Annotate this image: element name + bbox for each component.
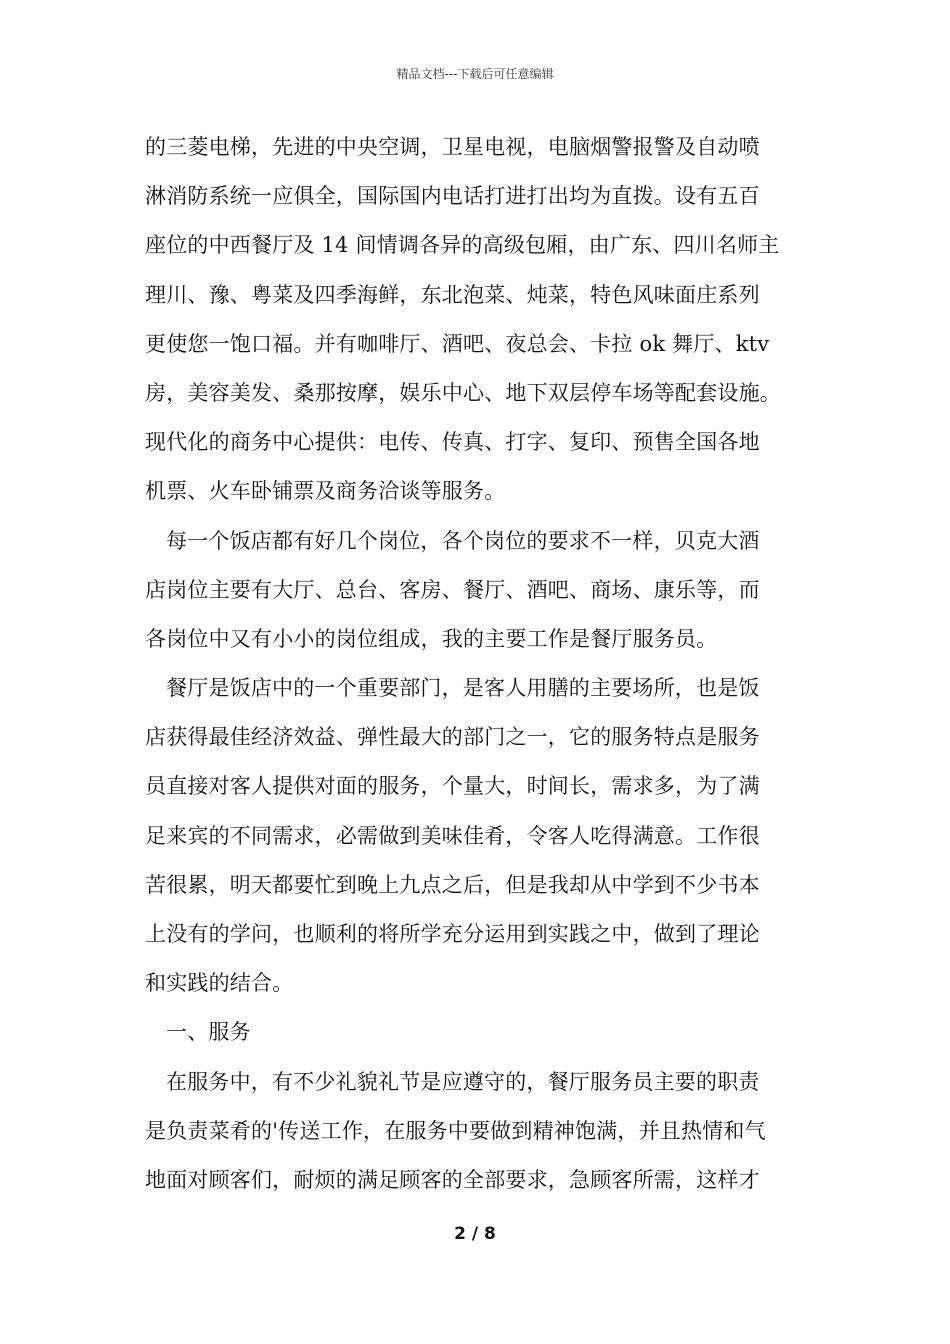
text-line: 苦很累，明天都要忙到晚上九点之后，但是我却从中学到不少书本	[145, 872, 760, 897]
text-line: 是负责菜肴的'传送工作，在服务中要做到精神饱满，并且热情和气	[145, 1118, 766, 1143]
text-line: 房，美容美发、桑那按摩，娱乐中心、地下双层停车场等配套设施。	[145, 380, 781, 405]
paragraph-start-line: 每一个饭店都有好几个岗位，各个岗位的要求不一样，贝克大酒	[166, 528, 760, 553]
page-number: 2 / 8	[454, 1224, 496, 1244]
text-line: 现代化的商务中心提供：电传、传真、打字、复印、预售全国各地	[145, 430, 760, 455]
document-body	[145, 127, 825, 1209]
text-line: 理川、豫、粤菜及四季海鲜，东北泡菜、炖菜，特色风味面庄系列	[145, 282, 760, 307]
text-line: 机票、火车卧铺票及商务洽谈等服务。	[145, 479, 506, 504]
text-line: 和实践的结合。	[145, 971, 294, 996]
text-line: 上没有的学问，也顺利的将所学充分运用到实践之中，做到了理论	[145, 922, 760, 946]
text-line: 足来宾的不同需求，必需做到美味佳肴，令客人吃得满意。工作很	[145, 823, 760, 848]
text-line: 各岗位中又有小小的岗位组成，我的主要工作是餐厅服务员。	[145, 626, 718, 651]
text-line: 座位的中西餐厅及 14 间情调各异的高级包厢，由广东、四川名师主	[145, 233, 780, 258]
text-line: 地面对顾客们，耐烦的满足顾客的全部要求，急顾客所需，这样才	[145, 1167, 760, 1192]
text-line: 店岗位主要有大厅、总台、客房、餐厅、酒吧、商场、康乐等，而	[145, 577, 760, 602]
text-line: 的三菱电梯，先进的中央空调，卫星电视，电脑烟警报警及自动喷	[145, 135, 760, 159]
paragraph-start-line: 在服务中，有不少礼貌礼节是应遵守的，餐厅服务员主要的职责	[166, 1069, 760, 1094]
text-line: 店获得最佳经济效益、弹性最大的部门之一，它的服务特点是服务	[145, 725, 760, 750]
page-header: 精品文档---下载后可任意编辑	[396, 67, 554, 81]
text-line: 员直接对客人提供对面的服务，个量大，时间长，需求多，为了满	[145, 774, 760, 799]
text-line: 更使您一饱口福。并有咖啡厅、酒吧、夜总会、卡拉 ok 舞厅、ktv	[145, 331, 770, 356]
text-line: 淋消防系统一应俱全，国际国内电话打进打出均为直拨。设有五百	[145, 184, 760, 209]
section-heading: 一、服务	[166, 1020, 251, 1045]
paragraph-start-line: 餐厅是饭店中的一个重要部门，是客人用膳的主要场所，也是饭	[166, 676, 760, 701]
